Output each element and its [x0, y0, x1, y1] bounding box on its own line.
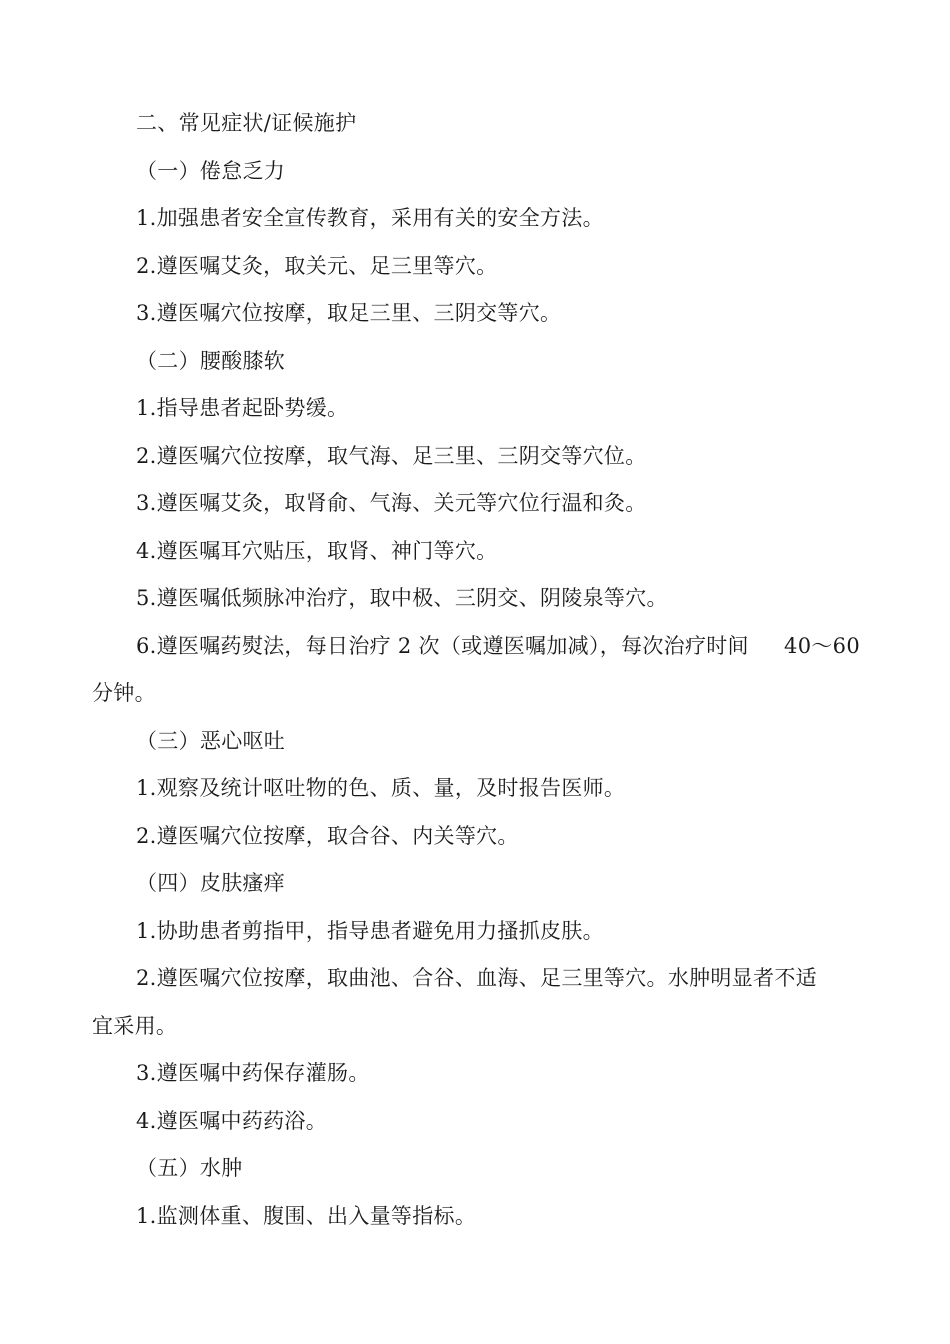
list-item: 2.遵医嘱穴位按摩，取曲池、合谷、血海、足三里等穴。水肿明显者不适	[136, 966, 817, 990]
list-item-continuation: 宜采用。	[92, 1013, 178, 1038]
list-item-multiline	[92, 623, 860, 671]
list-item: 1.观察及统计呕吐物的色、质、量，及时报告医师。	[136, 776, 626, 800]
subsection-heading: （二）腰酸膝软	[136, 348, 286, 373]
subsection-heading: （三）恶心呕吐	[136, 728, 286, 753]
list-item: 5.遵医嘱低频脉冲治疗，取中极、三阴交、阴陵泉等穴。	[136, 586, 668, 610]
list-item: 3.遵医嘱穴位按摩，取足三里、三阴交等穴。	[136, 301, 562, 325]
list-item: 4.遵医嘱耳穴贴压，取肾、神门等穴。	[136, 538, 498, 563]
list-item: 4.遵医嘱中药药浴。	[136, 1108, 328, 1133]
list-item: 1.协助患者剪指甲，指导患者避免用力搔抓皮肤。	[136, 918, 604, 943]
subsection-heading: （五）水肿	[136, 1156, 243, 1180]
section-title: 二、常见症状/证候施护	[136, 111, 357, 135]
subsection-heading: （一）倦怠乏力	[136, 158, 286, 183]
list-item: 2.遵医嘱穴位按摩，取合谷、内关等穴。	[136, 823, 519, 848]
subsection-heading: （四）皮肤瘙痒	[136, 871, 286, 895]
list-item: 3.遵医嘱艾灸，取肾俞、气海、关元等穴位行温和灸。	[136, 491, 647, 515]
list-item: 1.加强患者安全宣传教育，采用有关的安全方法。	[136, 206, 604, 230]
list-item-continuation: 分钟。	[92, 681, 156, 705]
list-item: 2.遵医嘱穴位按摩，取气海、足三里、三阴交等穴位。	[136, 443, 647, 468]
list-item-text: 6.遵医嘱药熨法，每日治疗 2 次（或遵医嘱加减），每次治疗时间	[136, 633, 749, 658]
list-item: 3.遵医嘱中药保存灌肠。	[136, 1061, 370, 1085]
list-item: 1.指导患者起卧势缓。	[136, 396, 349, 420]
list-item-text-end: 40～60	[784, 633, 860, 658]
list-item: 1.监测体重、腹围、出入量等指标。	[136, 1203, 477, 1228]
list-item: 2.遵医嘱艾灸，取关元、足三里等穴。	[136, 253, 498, 278]
document-body	[92, 100, 860, 1240]
